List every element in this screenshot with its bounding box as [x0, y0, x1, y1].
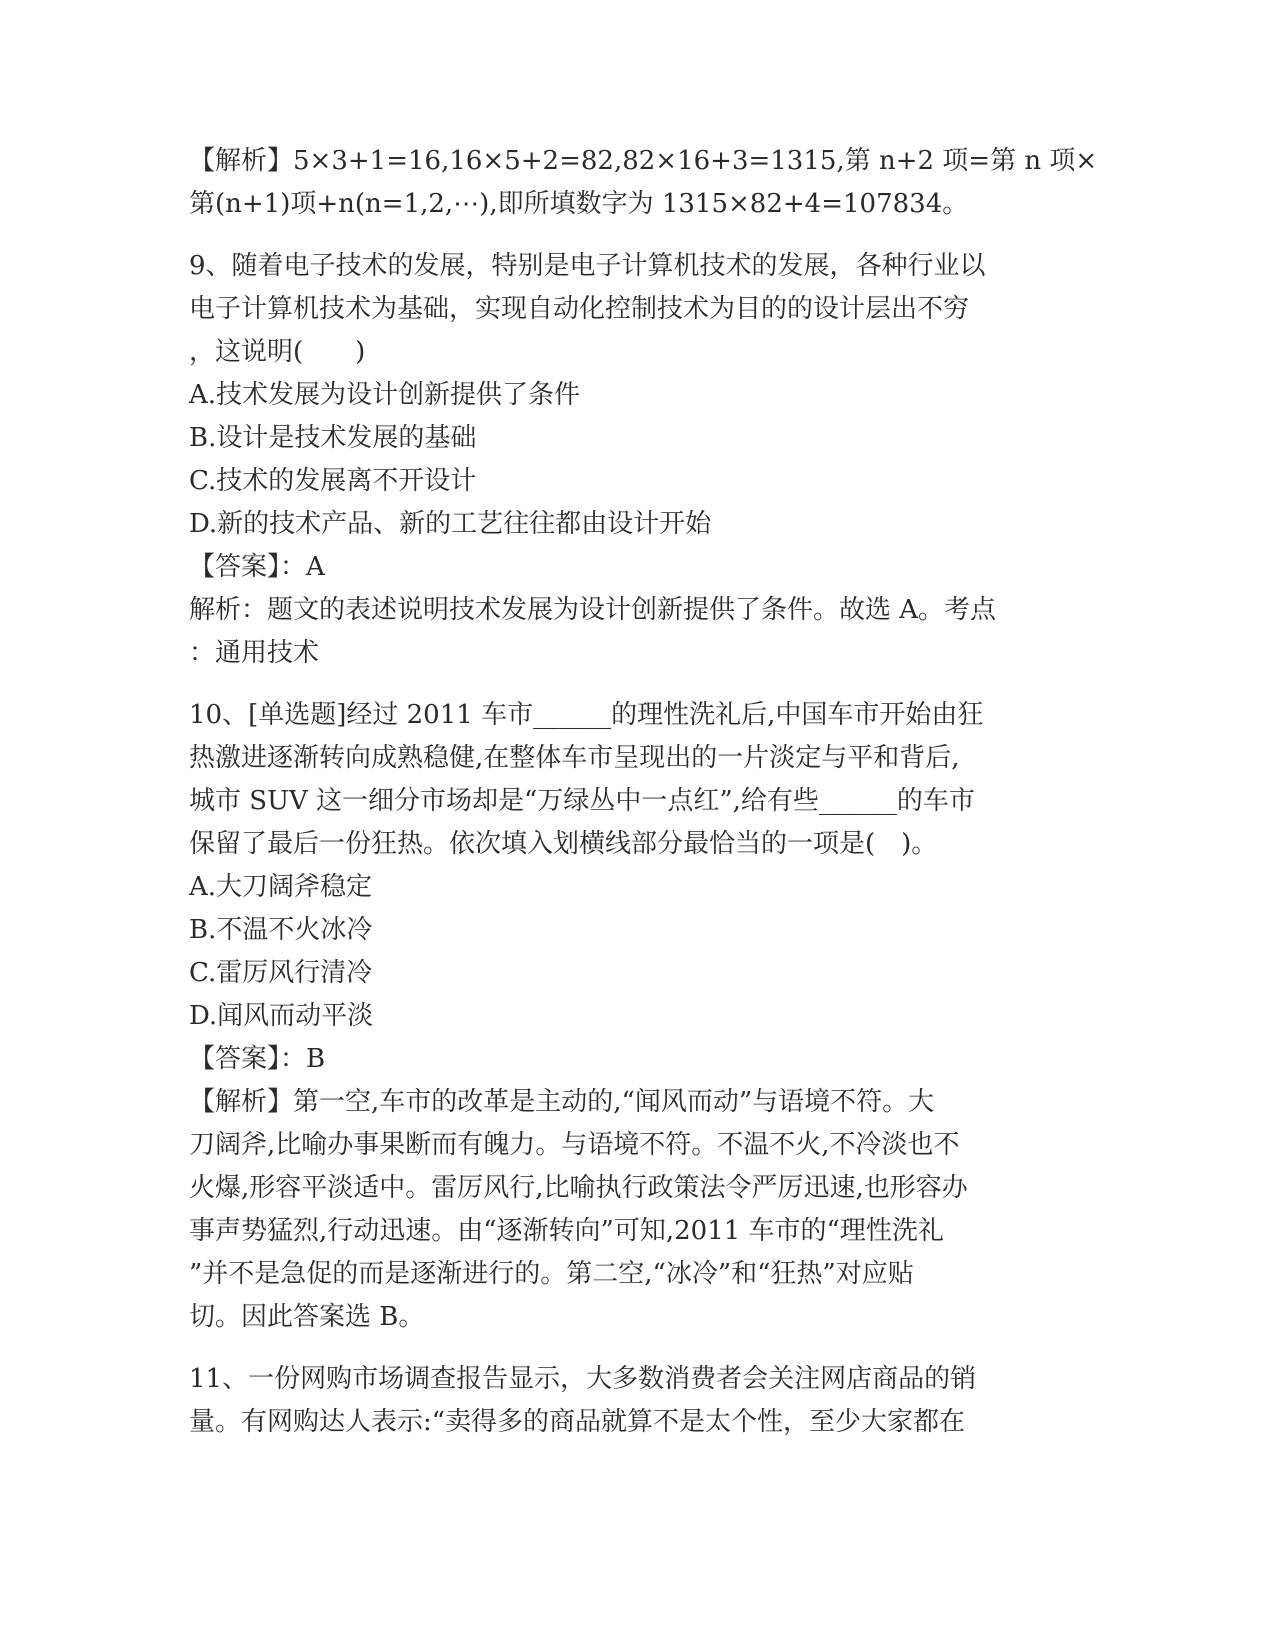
question-text: 9、随着电子技术的发展，特别是电子计算机技术的发展，各种行业以 — [189, 251, 986, 281]
explanation-text: 火爆,形容平淡适中。雷厉风行,比喻执行政策法令严厉迅速,也形容办 — [189, 1173, 968, 1203]
option-a: A.技术发展为设计创新提供了条件 — [189, 380, 581, 410]
explanation-text: 解析：题文的表述说明技术发展为设计创新提供了条件。故选 A。考点 — [189, 595, 997, 625]
explanation-text: 切。因此答案选 B。 — [189, 1302, 425, 1332]
option-b: B.设计是技术发展的基础 — [189, 423, 477, 453]
paragraph-gap — [189, 1339, 1089, 1358]
question-text: 11、一份网购市场调查报告显示，大多数消费者会关注网店商品的销 — [189, 1364, 977, 1394]
question-text: 量。有网购达人表示:“卖得多的商品就算不是太个性，至少大家都在 — [189, 1407, 966, 1437]
question-text: 城市 SUV 这一细分市场却是“万绿丛中一点红”,给有些______的车市 — [189, 786, 975, 816]
option-d: D.闻风而动平淡 — [189, 1001, 374, 1031]
question-text: ，这说明( ) — [189, 337, 366, 367]
document-page — [189, 140, 1098, 1444]
explanation-block-q8 — [189, 140, 1098, 226]
option-b: B.不温不火冰冷 — [189, 915, 373, 945]
paragraph-gap — [189, 226, 1089, 245]
explanation-text: 事声势猛烈,行动迅速。由“逐渐转向”可知,2011 车市的“理性洗礼 — [189, 1216, 944, 1246]
explanation-text: ”并不是急促的而是逐渐进行的。第二空,“冰冷”和“狂热”对应贴 — [189, 1259, 914, 1289]
question-text: 热激进逐渐转向成熟稳健,在整体车市呈现出的一片淡定与平和背后, — [189, 743, 960, 773]
answer-line: 【答案】：B — [189, 1044, 326, 1074]
option-a: A.大刀阔斧稳定 — [189, 872, 373, 902]
explanation-text: ：通用技术 — [189, 638, 320, 668]
question-text: 电子计算机技术为基础，实现自动化控制技术为目的的设计层出不穷 — [189, 294, 970, 324]
question-block-11 — [189, 1358, 1089, 1444]
question-text: 保留了最后一份狂热。依次填入划横线部分最恰当的一项是( )。 — [189, 829, 938, 859]
paragraph-gap — [189, 675, 1089, 694]
explanation-text: 【解析】第一空,车市的改革是主动的,“闻风而动”与语境不符。大 — [189, 1087, 935, 1117]
explanation-text: 刀阔斧,比喻办事果断而有魄力。与语境不符。不温不火,不冷淡也不 — [189, 1130, 960, 1160]
question-block-9 — [189, 245, 1089, 675]
option-c: C.技术的发展离不开设计 — [189, 466, 477, 496]
text-line: 【解析】5×3+1=16,16×5+2=82,82×16+3=1315,第 n+2 项=第 n 项× — [189, 146, 1098, 176]
option-c: C.雷厉风行清冷 — [189, 958, 373, 988]
option-d: D.新的技术产品、新的工艺往往都由设计开始 — [189, 509, 712, 539]
question-text: 10、[单选题]经过 2011 车市______的理性洗礼后,中国车市开始由狂 — [189, 700, 984, 730]
answer-line: 【答案】：A — [189, 552, 325, 582]
question-block-10 — [189, 694, 1089, 1339]
text-line: 第(n+1)项+n(n=1,2,⋯),即所填数字为 1315×82+4=107834。 — [189, 189, 969, 219]
